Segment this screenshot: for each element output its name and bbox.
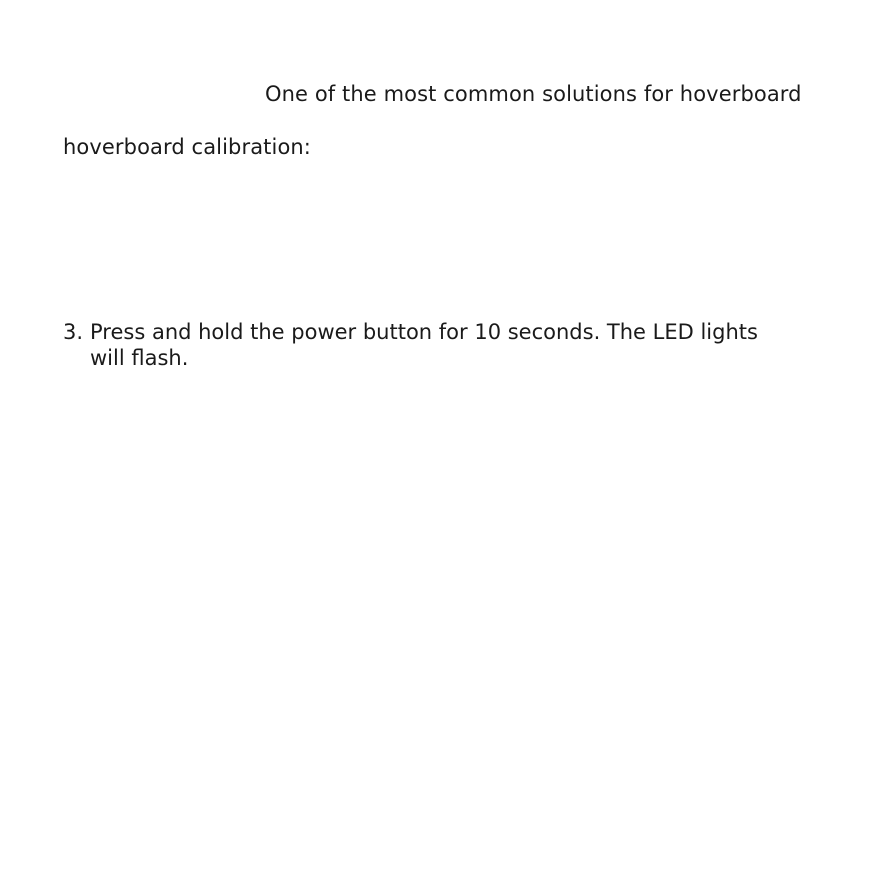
calibration-heading: hoverboard calibration:: [63, 135, 311, 159]
step-text: Press and hold the power button for 10 seconds. The LED lights will flash.: [90, 320, 758, 370]
list-item: [63, 319, 803, 371]
step-number: 3.: [63, 320, 84, 344]
intro-text: One of the most common solutions for hoverboard: [265, 82, 802, 106]
